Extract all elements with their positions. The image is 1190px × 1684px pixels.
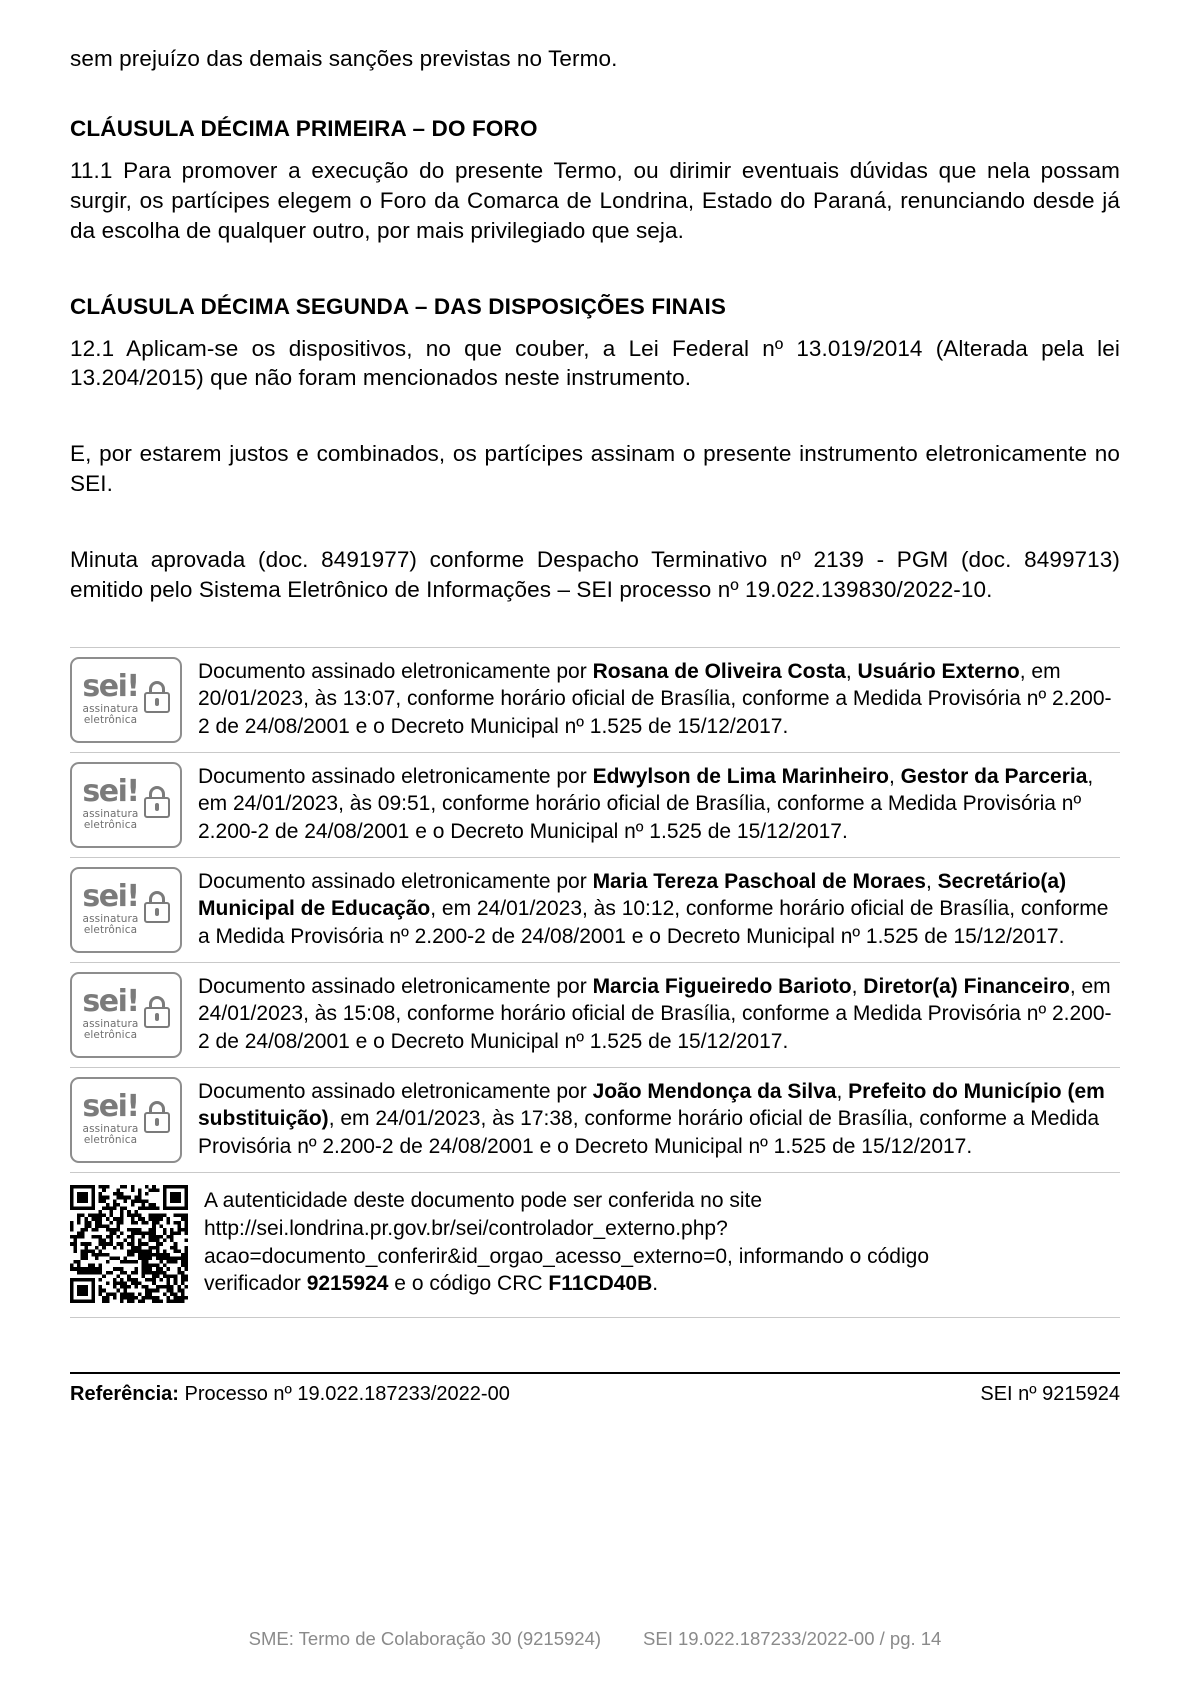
signature-text (198, 657, 1120, 740)
signature-text (198, 867, 1120, 950)
crc-code: F11CD40B (548, 1272, 653, 1296)
authenticity-line-3: acao=documento_conferir&id_orgao_acesso_externo=0, informando o código (204, 1244, 929, 1268)
lock-icon (144, 1101, 170, 1133)
clause-12-text: 12.1 Aplicam-se os dispositivos, no que couber, a Lei Federal nº 13.019/2014 (Alterada pela lei 13.204/2015) que não foram mencionados neste instrumento. (70, 335, 1120, 391)
page-footer (0, 1628, 1190, 1650)
signature-suffix: , em 24/01/2023, às 10:12, conforme horário oficial de Brasília, conforme a Medida Provisória nº 2.200-2 de 24/08/2001 e o Decreto Municipal nº 1.525 de 15/12/2017. (198, 897, 1109, 948)
authenticity-text (204, 1185, 929, 1298)
signature-suffix: , em 24/01/2023, às 17:38, conforme horário oficial de Brasília, conforme a Medida Provisória nº 2.200-2 de 24/08/2001 e o Decreto Municipal nº 1.525 de 15/12/2017. (198, 1107, 1100, 1158)
signature-block (70, 647, 1120, 752)
signer-role: Usuário Externo (857, 660, 1020, 684)
signature-prefix: Documento assinado eletronicamente por (198, 975, 593, 999)
sei-logo-text: sei! (82, 1089, 139, 1125)
sei-logo-subtitle: assinatura eletrônica (82, 912, 139, 937)
signature-block (70, 752, 1120, 857)
page-footer-left: SME: Termo de Colaboração 30 (9215924) (248, 1628, 602, 1649)
signer-name: Edwylson de Lima Marinheiro (592, 765, 889, 789)
spacer (70, 393, 1120, 439)
clause-12-heading: CLÁUSULA DÉCIMA SEGUNDA – DAS DISPOSIÇÕES FINAIS (70, 293, 727, 319)
spacer (70, 74, 1120, 114)
sei-signature-badge (70, 867, 182, 953)
lock-icon (144, 681, 170, 713)
verificador-label: verificador (204, 1272, 307, 1296)
reference-row (70, 1374, 1120, 1406)
sei-logo-text: sei! (82, 669, 139, 705)
spacer (70, 246, 1120, 292)
lock-icon (144, 996, 170, 1028)
reference-label: Referência: (70, 1383, 179, 1406)
signature-prefix: Documento assinado eletronicamente por (198, 660, 593, 684)
sei-logo-subtitle: assinatura eletrônica (82, 807, 139, 832)
signature-separator: , (888, 765, 901, 789)
crc-label: e o código CRC (388, 1272, 549, 1296)
signer-role: Gestor da Parceria (900, 765, 1088, 789)
sei-logo-subtitle: assinatura eletrônica (82, 702, 139, 727)
reference-value: Processo nº 19.022.187233/2022-00 (178, 1383, 510, 1406)
lock-icon (144, 786, 170, 818)
signer-name: Rosana de Oliveira Costa (592, 660, 846, 684)
lock-icon (144, 891, 170, 923)
intro-paragraph: sem prejuízo das demais sanções previstas no Termo. (70, 46, 618, 71)
qr-code (70, 1185, 188, 1303)
signature-separator: , (845, 660, 858, 684)
clause-11-text: 11.1 Para promover a execução do presente Termo, ou dirimir eventuais dúvidas que nela possam surgir, os partícipes elegem o Foro da Comarca de Londrina, Estado do Paraná, renunciando desde já da escolha de qualquer outro, por mais privilegiado que seja. (70, 157, 1120, 243)
sei-signature-badge (70, 762, 182, 848)
signature-suffix: , em 20/01/2023, às 13:07, conforme horário oficial de Brasília, conforme a Medida Provisória nº 2.200-2 de 24/08/2001 e o Decreto Municipal nº 1.525 de 15/12/2017. (198, 660, 1112, 738)
authenticity-line-1: A autenticidade deste documento pode ser conferida no site (204, 1189, 763, 1213)
sei-signature-badge (70, 1077, 182, 1163)
sei-logo-subtitle: assinatura eletrônica (82, 1122, 139, 1147)
authenticity-period: . (652, 1272, 659, 1296)
signer-name: João Mendonça da Silva (592, 1080, 837, 1104)
authenticity-block (70, 1172, 1120, 1318)
signature-separator: , (836, 1080, 849, 1104)
signature-text (198, 972, 1120, 1055)
signature-text (198, 762, 1120, 845)
signature-block (70, 1067, 1120, 1172)
signature-separator: , (926, 870, 938, 894)
sei-logo-text: sei! (82, 984, 139, 1020)
signature-prefix: Documento assinado eletronicamente por (198, 1080, 593, 1104)
authenticity-line-2: http://sei.londrina.pr.gov.br/sei/controlador_externo.php? (204, 1216, 728, 1240)
signature-text (198, 1077, 1120, 1160)
sei-signature-badge (70, 972, 182, 1058)
sei-logo-text: sei! (82, 879, 139, 915)
signer-role: Prefeito do Município (em substituição) (198, 1080, 1105, 1131)
sei-signature-badge (70, 657, 182, 743)
sei-logo-text: sei! (82, 774, 139, 810)
signature-block (70, 857, 1120, 962)
signer-name: Maria Tereza Paschoal de Moraes (592, 870, 926, 894)
signature-prefix: Documento assinado eletronicamente por (198, 765, 593, 789)
authenticity-line-4 (204, 1270, 929, 1298)
verificador-code: 9215924 (306, 1272, 389, 1296)
signature-block (70, 962, 1120, 1067)
spacer (70, 499, 1120, 545)
sei-number: SEI nº 9215924 (980, 1383, 1120, 1406)
closing-paragraph: E, por estarem justos e combinados, os partícipes assinam o presente instrumento eletronicamente no SEI. (70, 441, 1120, 497)
page-footer-right: SEI 19.022.187233/2022-00 / pg. 14 (643, 1628, 942, 1649)
sei-logo-subtitle: assinatura eletrônica (82, 1017, 139, 1042)
signer-role: Secretário(a) Municipal de Educação (198, 870, 1067, 921)
signer-name: Marcia Figueiredo Barioto (592, 975, 852, 999)
signer-role: Diretor(a) Financeiro (863, 975, 1070, 999)
clause-11-heading: CLÁUSULA DÉCIMA PRIMEIRA – DO FORO (70, 115, 538, 141)
signature-prefix: Documento assinado eletronicamente por (198, 870, 593, 894)
minuta-paragraph: Minuta aprovada (doc. 8491977) conforme Despacho Terminativo nº 2139 - PGM (doc. 8499713) emitido pelo Sistema Eletrônico de Informações – SEI processo nº 19.022.139830/2022-10. (70, 547, 1120, 603)
reference-left (70, 1383, 510, 1406)
signature-list (70, 647, 1120, 1172)
signature-suffix: , em 24/01/2023, às 09:51, conforme horário oficial de Brasília, conforme a Medida Provisória nº 2.200-2 de 24/08/2001 e o Decreto Municipal nº 1.525 de 15/12/2017. (198, 765, 1094, 843)
signature-separator: , (851, 975, 864, 999)
signature-suffix: , em 24/01/2023, às 15:08, conforme horário oficial de Brasília, conforme a Medida Provisória nº 2.200-2 de 24/08/2001 e o Decreto Municipal nº 1.525 de 15/12/2017. (198, 975, 1112, 1053)
